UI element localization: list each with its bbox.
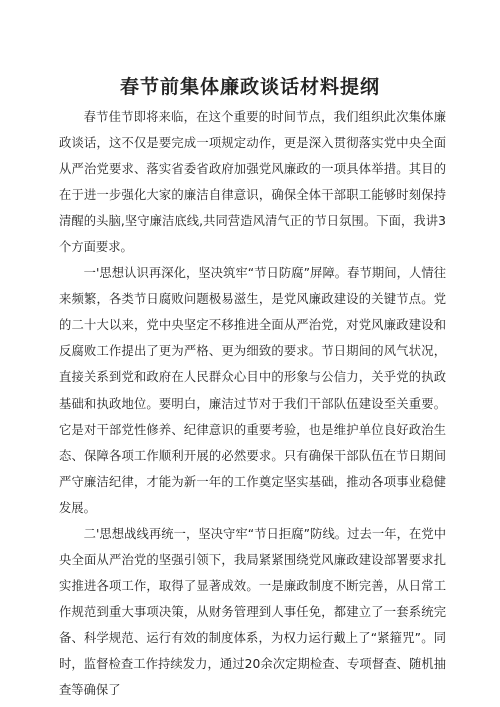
paragraph-section-one: 一'思想认识再深化，坚决筑牢“节日防腐”屏障。春节期间，人情往来频繁，各类节日腐败问题极易滋生，是党风廉政建设的关键节点。党的二十大以来，党中央坚定不移推进全面从严治党，对党风廉政建设和反腐败工作提出了更为严格、更为细致的要求。节日期间的风气状况，直接关系到党和政府在人民群众心目中的形象与公信力，关乎党的执政基础和执政地位。要明白，廉洁过节对于我们干部队伍建设至关重要。它是对干部党性修养、纪律意识的重要考验，也是维护单位良好政治生态、保障各项工作顺利开展的必然要求。只有确保干部队伍在节日期间严守廉洁纪律，才能为新一年的工作奠定坚实基础，推动各项事业稳健发展。 bbox=[59, 266, 446, 515]
paragraph-section-two: 二'思想战线再统一，坚决守牢“节日拒腐”防线。过去一年，在党中央全面从严治党的坚强引领下，我局紧紧围绕党风廉政建设部署要求扎实推进各项工作，取得了显著成效。一是廉政制度不断完善，从日常工作规范到重大事项决策，从财务管理到人事任免，都建立了一套系统完备、科学规范、运行有效的制度体系，为权力运行戴上了“紧箍咒”。同时，监督检查工作持续发力，通过20余次定期检查、专项督查、随机抽查等确保了 bbox=[59, 526, 446, 698]
paragraph-intro: 春节佳节即将来临，在这个重要的时间节点，我们组织此次集体廉政谈话，这不仅是要完成一项规定动作，更是深入贯彻落实党中央全面从严治党要求、落实省委省政府加强党风廉政的一项具体举措。其目的在于进一步强化大家的廉洁自律意识，确保全体干部职工能够时刻保持清醒的头脑,坚守廉洁底线,共同营造风清气正的节日氛围。下面，我讲3个方面要求。 bbox=[59, 110, 446, 255]
document-title: 春节前集体廉政谈话材料提纲 bbox=[119, 76, 380, 98]
document-body bbox=[59, 104, 446, 703]
